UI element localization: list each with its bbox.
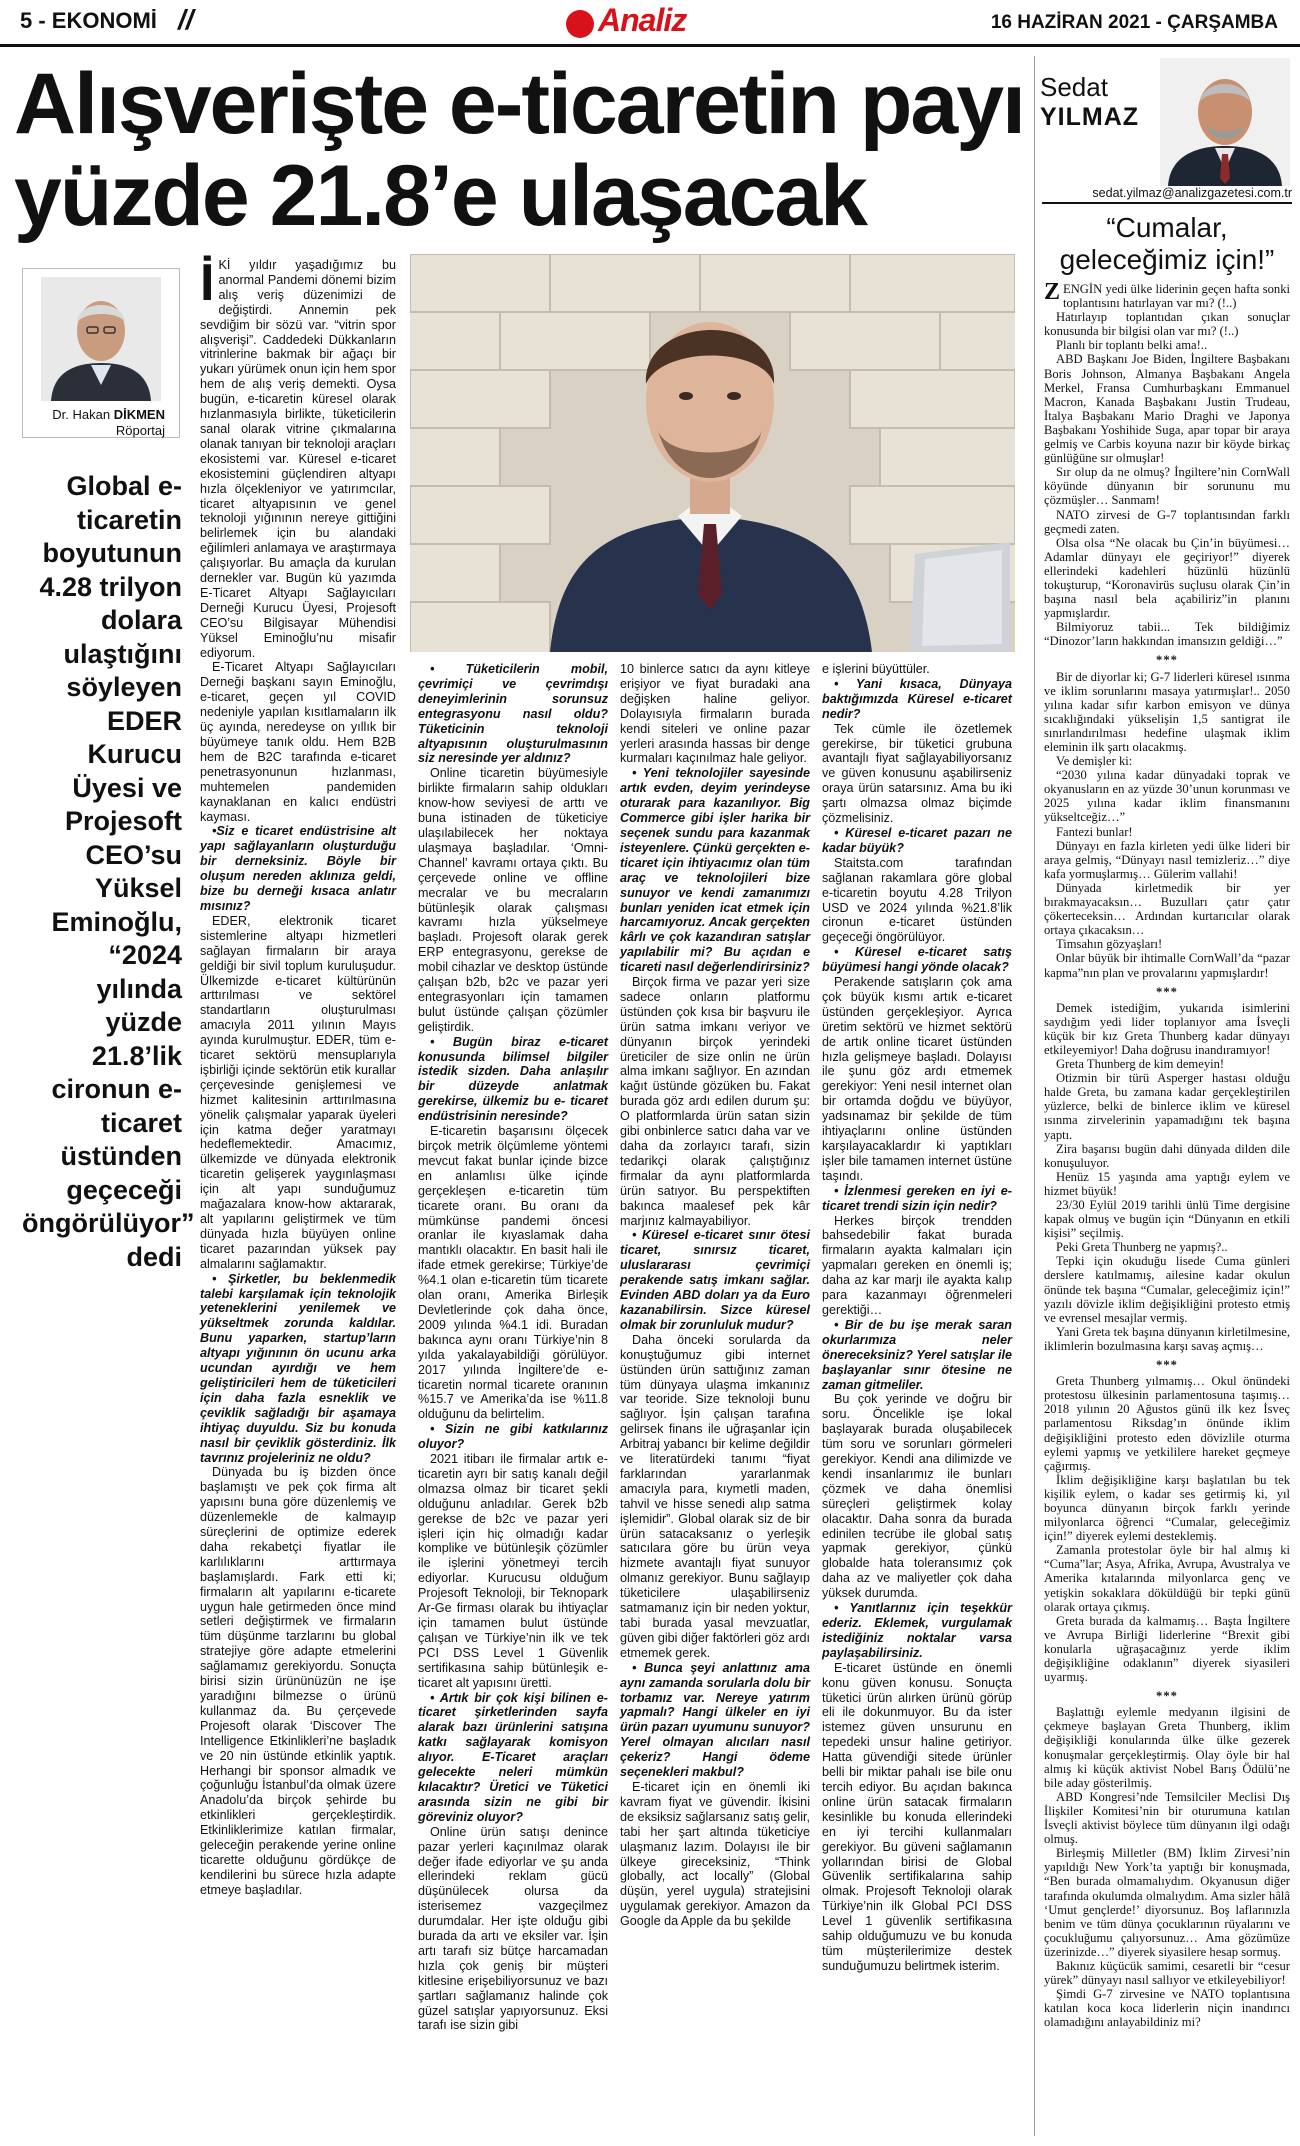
column-paragraph: Greta burada da kalmamış… Başta İngiltere ve Avrupa Birliği liderlerine “Brexit gibi konularla uğraşacağınız yerde iklim değişikliğine odaklanın” diyerek siyasileri uyarmış. bbox=[1044, 1613, 1290, 1685]
interview-question: • Küresel e-ticaret satış büyümesi hangi yönde olacak? bbox=[822, 945, 1012, 975]
article-paragraph: E-Ticaret Altyapı Sağlayıcıları Derneği başkanı sayın Eminoğlu, e-ticaret, geçen yıl COVID nedeniyle yapılan kısıtlamaların ilk üç ayında, neredeyse on yıllık bir büyümeye tanık oldu. Hem B2B hem de B2C tarafında e-ticaret penetrasyonunun hızlanması, muhtemelen pandemiden kaynaklanan en kalıcı endüstri kayması. bbox=[200, 660, 396, 824]
section-separator: *** bbox=[1156, 984, 1178, 999]
column-paragraph: Başlattığı eylemle medyanın ilgisini de çekmeye başlayan Greta Thunberg, iklim değişikliği konularında ülke ülke gezerek konuşmalar gerçekleştirmiş. Olay öyle bir hal almış ki küçük aktivist Nobel Barış Ödülü’ne bile aday gösterilmiş. bbox=[1044, 1705, 1290, 1790]
interviewer-role: Röportaj bbox=[115, 423, 165, 438]
column-paragraph: ABD Başkanı Joe Biden, İngiltere Başbakanı Boris Johnson, Almanya Başbakanı Angela Merkel, Fransa Cumhurbaşkanı Emmanuel Macron, Kanada Başbakanı Justin Trudeau, İtalya Başbakanı Mario Draghi ve Japonya Başbakanı Yoshihide Suga, apar topar bir araya gelmiş ve Carbis koyuna nazır bir köyde birkaç günlüğüne sır olmuşlar! bbox=[1044, 352, 1290, 466]
columnist-name bbox=[1040, 72, 1139, 132]
article-column-4 bbox=[822, 662, 1012, 1974]
article-paragraph: Tek cümle ile özetlemek gerekirse, bir tüketici grubuna avantajlı fiyat sağlayabiliyorsanız ve güven konusunu aşabilirseniz oraya ürün satarsınız. Ama bu iki şartı olmazsa olmaz biçimde çözmelisiniz. bbox=[822, 721, 1012, 826]
column-paragraph: Greta Thunberg de kim demeyin! bbox=[1056, 1057, 1225, 1072]
columnist-first-name: Sedat bbox=[1040, 72, 1108, 102]
interview-question: • Yanıtlarınız için teşekkür ederiz. Eklemek, vurgulamak istediğiniz noktalar varsa paylaşabilirsiniz. bbox=[822, 1601, 1012, 1660]
column-paragraph: Zira başarısı bugün dahi dünyada dilden dile konuşuluyor. bbox=[1044, 1141, 1290, 1170]
interviewer-name bbox=[23, 407, 179, 422]
column-lead-text: ENGİN yedi ülke liderinin geçen hafta sonki toplantısını hatırlayan var mı? (!..) bbox=[1063, 282, 1290, 311]
column-paragraph: Otizmin bir türü Asperger hastası olduğu halde Greta, bu zamana kadar gerçekleştirilen yüzlerce, belki de binlerce iklim ve küresel ısınma zirvelerinin yapamadığını tek başına yaptı. bbox=[1044, 1071, 1290, 1142]
spot-summary: Global e-ticaretin boyutunun 4.28 trilyon dolara ulaştığını söyleyen EDER Kurucu Üyesi ve Projesoft CEO’su Yüksel Eminoğlu, “2024 yılında yüzde 21.8’lik cironun e-ticaret üstünden geçeceği öngörülüyor” dedi bbox=[22, 471, 195, 1272]
article-paragraph: 10 binlerce satıcı da aynı kitleye erişiyor ve fiyat buradaki ana değişken haline geliyor. Dolayısıyla firmaların burada kendi siteleri ve online pazar yerleri arasında hassas bir denge kurmaları kaçınılmaz hale geliyor. bbox=[620, 662, 810, 766]
interview-question: • Küresel e-ticaret sınır ötesi ticaret, sınırsız ticaret, uluslararası çevrimiçi perakende satış imkanı sağlar. Evinden ABD doları ya da Euro kazanabilirsin. Sizce küresel olmak bir zorunluluk mudur? bbox=[620, 1228, 810, 1332]
column-paragraph: Planlı bir toplantı belki ama!.. bbox=[1056, 338, 1208, 353]
interviewer-last-name: DİKMEN bbox=[113, 407, 165, 422]
section-separator: *** bbox=[1156, 1689, 1178, 1704]
column-paragraph: Peki Greta Thunberg ne yapmış?.. bbox=[1056, 1240, 1228, 1255]
headline: Alışverişte e-ticaretin payı yüzde 21.8’e ulaşacak bbox=[14, 56, 1024, 244]
article-column-3 bbox=[620, 662, 810, 1929]
article-paragraph: Kİ yıldır yaşadığımız bu anormal Pandemi dönemi bizim alış veriş düzenimizi de değiştirdi. Annemin pek sevdiğim bir sözü var. “vitrin spor alışverişi”. Caddedeki Dükkanların vitrinlerine bakmak bir ağaçı bir yukarı yürümek onun için hem spor hem de alış veriş demekti. Oysa bugün, e-ticaretin küresel olarak hızlanmasıyla birlikte, tüketicilerin sanal olarak vitrine çıkmalarına olanak tanıyan bir teknoloji araçları ekosistemi var. Küresel e-ticaret ekosistemini güçlendiren altyapı hızla ölçekleniyor ve yatırımcılar, ticaret altyapısının ve genel teknoloji yığınının nereye gittiğini belirlemek için bu alandaki eğilimleri anlamaya ve araştırmaya çalışıyorlar. Bu amaçla da kurulan dernekler var. Bugün kü yazımda E-Ticaret Altyapı Sağlayıcıları Derneği Kurucu Üyesi, Projesoft CEO’su Bilgisayar Mühendisi Yüksel Eminoğlu’nu misafir ediyorum. bbox=[200, 258, 396, 660]
interview-question: •Siz e ticaret endüstrisine alt yapı sağlayanların oluşturduğu bir derneksiniz. Böyle bir oluşum nereden aklınıza geldi, bize bu derneği kısaca anlatır mısınız? bbox=[200, 824, 396, 913]
column-lead bbox=[1044, 279, 1290, 311]
column-paragraph: Demek istediğim, yukarıda isimlerini saydığım yedi lider toplanıyor ama İsveçli küçük bir kız Greta Thunberg kadar dünyayı etkileyemiyor! Daha doğrusu inandıramıyor! bbox=[1044, 1000, 1290, 1057]
interview-question: • Bugün biraz e-ticaret konusunda bilimsel bilgiler istedik sizden. Daha anlaşılır bir düzeyde anlatmak gerekirse, ülkemiz bu e- ticaret endüstrisinin neresinde? bbox=[418, 1034, 608, 1124]
interview-question: • Tüketicilerin mobil, çevrimiçi ve çevrimdışı deneyimlerinin sorunsuz entegrasyonu nasıl oldu? Tüketicinin teknoloji altyapısının oluşturulmasının siz neresinde yer aldınız? bbox=[418, 662, 608, 766]
column-paragraph: Hatırlayıp toplantıdan çıkan sonuçlar konusunda bir bilgisi olan var mı? (!..) bbox=[1044, 310, 1290, 339]
columnist-photo bbox=[1160, 58, 1290, 186]
column-paragraph: Ve demişler ki: bbox=[1056, 754, 1133, 769]
section-separator: *** bbox=[1156, 653, 1178, 668]
column-paragraph: Birleşmiş Milletler (BM) İklim Zirvesi’nin yapıldığı New York’ta yaptığı bir konuşmada, “Ben burada olmamalıydım. Okyanusun diğer tarafında okulumda olmalıydım. Ama sizler hâlâ ‘Umut gençlerde!’ diyorsunuz. Boş laflarınızla benim ve tüm dünya çocuklarının rüyalarını ve çocukluğumu çalıyorsunuz… Ama gözümüze üzerinizde…” diyerek siyasilere hesap sormuş. bbox=[1044, 1846, 1290, 1959]
article-paragraph: Online ticaretin büyümesiyle birlikte firmaların sahip oldukları know-how seviyesi de arttı ve buna istinaden de tüketiciye ulaşılabilecek her noktaya ulaşmaya başladılar. ‘Omni-Channel’ kavramı ortaya çıktı. Bu çerçevede online ve offline mecralar ve bu mecraların bütünleşik olarak çalışması kavramı hızla yükselmeye başladı. Projesoft olarak gerek ERP entegrasyonu, gerekse de mobil cihazlar ve desktop üstünde çalışan b2b, b2c ve pazar yeri entegrasyonları için tamamen bulut üstünde çalışan çözümler geliştirdik. bbox=[418, 766, 608, 1034]
article-column-2 bbox=[418, 662, 608, 2033]
columnist-email: sedat.yilmaz@analizgazetesi.com.tr bbox=[1042, 186, 1292, 204]
column-paragraph: Tepki için okuduğu lisede Cuma günleri derslere katılmamış, ailesine kadar okulun önünde tek başına “Cumalar, geleceğimiz için!” yazılı dövizle iklim değişikliğini protesto etmiş ve evrensel mesajlar vermiş. bbox=[1044, 1254, 1290, 1325]
column-body bbox=[1044, 279, 1290, 2030]
column-title: “Cumalar, geleceğimiz için!” bbox=[1059, 212, 1275, 275]
article-paragraph: E-ticaretin başarısını ölçecek birçok metrik ölçümleme yöntemi mevcut fakat bunlar içinde bizce en anlamlısı ülke içinde gerçekleşen e-ticaretin tüm ticarete oranı. Bu oranı da mümkünse pandemi öncesi oranlar ile kıyaslamak daha mantıklı olacaktır. En basit hali ile ifade etmek gerekirse; Türkiye’de %4.1 olan e-ticaretin tüm ticarete olan oranı, Amerika Birleşik Devletlerinde çok daha önce, 2009 yılında %4.1 idi. Buradan bakınca aynı oranı Türkiye’nin 8 yılda yakalayabildiği görülüyor. 2017 yılında İngiltere’de e-ticaretin normal ticarete oranının %15.7 ve Amerika’da ise %11.8 olduğunu da belirtelim. bbox=[418, 1124, 608, 1422]
column-paragraph: Greta Thunberg yılmamış… Okul önündeki protestosu ülkesinin parlamentosuna taşımış… 2018 yılının 20 Ağustos günü ilk kez İsveç parlamentosu Riksdag’ın önünde iklim değişikliğini protesto eden dövizlile oturma eylemi yapmış ve yetkililere hareket geçmeye çağırmış. bbox=[1044, 1374, 1290, 1473]
column-paragraph: “2030 yılına kadar dünyadaki toprak ve okyanusların en az yüzde 30’unun korunması ve 2025 yılına kadar iklim finansmanını yükseltceğiz…” bbox=[1044, 768, 1290, 825]
section-slash-icon: // bbox=[178, 4, 194, 35]
columnist-last-name: YILMAZ bbox=[1040, 103, 1140, 131]
column-drop-cap: Z bbox=[1044, 279, 1061, 305]
column-paragraph: 23/30 Eylül 2019 tarihli ünlü Time dergisine kapak olmuş ve bugün için “Dünyanın en etkili kişisi” seçilmiş. bbox=[1044, 1198, 1290, 1241]
column-paragraph: Henüz 15 yaşında ama yaptığı eylem ve hizmet büyük! bbox=[1044, 1169, 1290, 1198]
interviewer-first-name: Dr. Hakan bbox=[52, 407, 111, 422]
article-paragraph: Staitsta.com tarafından sağlanan rakamlara göre global e-ticaretin boyutu 4.28 Trilyon USD ve 2024 yılında %21.8’lik cironun e-ticaret üstünden geçeceği öngörülüyor. bbox=[822, 855, 1012, 945]
column-paragraph: Bakınız küçücük samimi, cesaretli bir “cesur yürek” dünyayı nasıl sallıyor ve etkileyebiliyor! bbox=[1044, 1958, 1290, 1988]
column-paragraph: Bir de diyorlar ki; G-7 liderleri küresel ısınma ve iklim sorunlarını masaya yatırmışlar!.. 2050 yılına kadar sıfır karbon emisyon ve dünya sıcaklığındaki yükselişin 1,5 santigrat ile sınırlandırılması hedefine ulaşmak iklim eleminin ilk şartı olacakmış. bbox=[1044, 669, 1290, 754]
interview-question: • Sizin ne gibi katkılarınız oluyor? bbox=[418, 1422, 608, 1452]
column-paragraph: Bilmiyoruz tabii... Tek bildiğimiz “Dinozor’ların hakkından imansızın geldiği…” bbox=[1044, 620, 1290, 649]
column-paragraph: Olsa olsa “Ne olacak bu Çin’in büyümesi… Adamlar dünyayı ele geçiriyor!” diyerek ellerindeki kadehleri hüzünlü hüzünlü tokuşturup, “Koronavirüs suçlusu olarak Çin’in başına nasıl bela açabiliriz”in planını yapmışlardır. bbox=[1044, 535, 1290, 621]
interview-question: • İzlenmesi gereken en iyi e-ticaret trendi sizin için nedir? bbox=[822, 1183, 1012, 1213]
column-paragraph: Dünyayı en fazla kirleten yedi ülke lideri bir araya gelmiş, “Dünyayı nasıl temizleriz…” diye kafa yormuşlarmış… Gülerim vallahi! bbox=[1044, 838, 1290, 881]
article-paragraph: Bu çok yerinde ve doğru bir soru. Öncelikle işe lokal başlayarak burada oluşabilecek tüm soru ve sorunları görmeleri gerekiyor. Kendi ana dilimizde ve kendi insanlarımız ile bunları çözmek ve daha önemlisi süreçleri geliştirmek kolay olacaktır. Daha sonra da burada edinilen tecrübe ile global satış yapmak gerekiyor, çünkü globalde hata toleransımız çok daha az ve maliyetler çok daha yüksek durumda. bbox=[822, 1392, 1012, 1601]
interview-question: • Yani kısaca, Dünyaya baktığımızda Küresel e-ticaret nedir? bbox=[822, 676, 1012, 721]
interview-question: • Bunca şeyi anlattınız ama aynı zamanda sorularla dolu bir torbamız var. Nereye yatırım yapmalı? Hangi ülkeler en iyi ürün pazarı uyumunu sunuyor? Yerel olmayan alıcıları nasıl çekeriz? Hangi ödeme seçenekleri makbul? bbox=[620, 1660, 810, 1780]
interviewer-photo bbox=[41, 277, 161, 401]
interview-question: • Şirketler, bu beklenmedik talebi karşılamak için teknolojik yeteneklerini yenilemek ve yükseltmek zorunda kaldılar. Bunu yaparken, startup’ların altyapı yığınının ön ucunu arka ucundan ayırdığı ve hem geliştiricileri hem de tüketicileri için daha fazla esneklik ve çeviklik sağladığı bir aşamaya ihtiyaç duyuldu. Siz bu konuda nasıl bir çeviklik gösterdiniz. İlk tavrınız projeleriniz ne oldu? bbox=[200, 1271, 396, 1465]
column-paragraph: Şimdi G-7 zirvesine ve NATO toplantısına katılan koca koca liderlerin niçin inandırıcı olamadığını anlayabildiniz mi? bbox=[1044, 1987, 1290, 2030]
column-paragraph: Dünyada kirletmedik bir yer bırakmayacaksın… Buzulları çatır çatır çökerteceksin… Ardından kurtarıcılar olarak ortaya çıkacaksın… bbox=[1044, 880, 1290, 938]
section-label: 5 - EKONOMİ bbox=[20, 8, 157, 33]
column-paragraph: Sır olup da ne olmuş? İngiltere’nin CornWall köyünde dünyanın bir sorununu mu çözmüşler… Sanmam! bbox=[1044, 465, 1290, 508]
newspaper-logo bbox=[566, 4, 741, 40]
article-paragraph: 2021 itibarı ile firmalar artık e-ticaretin ayrı bir satış kanalı değil olmazsa olmaz bir ticaret şekli olduğunu anladılar. Gerek b2b gereksе de b2c ve pazar yeri işleri için hiç olmadığı kadar komplike ve bütünleşik çözümler ile işlerini yönetmeyi tercih ediyorlar. Kurucusu olduğum Projesoft Teknoloji, bir Teknopark Ar-Ge firması olarak bu ihtiyaçlar için tamamen bulut üstünde çalışan ve Türkiye’nin ilk ve tek PCI DSS Level 1 Güvenlik sertifikasına sahip bütünleşik e-ticaret alt yapısını üretti. bbox=[418, 1452, 608, 1690]
interview-question: • Artık bir çok kişi bilinen e-ticaret şirketlerinden sayfa alarak bazı ürünlerini satışına katkı sağlayarak komisyon alıyor. E-Ticaret araçları gelecekte neleri mümkün kılacaktır? Üretici ve Tüketici arasında sizin ne gibi bir göreviniz oluyor? bbox=[418, 1690, 608, 1824]
article-paragraph: Birçok firma ve pazar yeri size sadece onların platformu üstünden çok kısa bir başvuru ile ürün satma imkanı veriyor ve dünyanın birçok yerindeki üreticiler de size onlin ne ürün alma imkanı sağlıyor. En azından kağıt üstünde gözüken bu. Fakat burada göz ardı edilen durum şu: O platformlarda ürün satan sizin gibi onbinlerce satıcı daha var ve daha da zorlayıcı tarafı, sizin tedarikçi olarak çalıştığınız firmalar da aynı platformlarda ürün satıyor. Bu perspektiften bakınca maalesef pek kâr marjınız kalmayabiliyor. bbox=[620, 975, 810, 1228]
page-header bbox=[0, 0, 1300, 47]
interviewee-photo bbox=[410, 254, 1015, 652]
logo-text: Analiz bbox=[598, 2, 687, 38]
article-paragraph: Dünyada bu iş bizden önce başlamıştı ve pek çok firma alt yapısını buna göre düzenlemiş ve düzenlemekle de kalmayıp süreçlerini de optimize ederek daha rekabetçi fiyatlar ile karlılıklarını arttırmaya başlamışlardı. Fark etti ki; firmaların alt yapılarını e-ticarete uygun hale getirmeden önce mind setleri değiştirmek ve firmaların tüm düşünme tarzlarını bu global stratejiye göre adapte etmelerini sağlamamız gerekiyordu. Sonuçta birisi sizin ürününüzün ne işe yaradığını bilmezse o ürünü kullanmaz da. Bu çerçevede Projesoft olarak ‘Discover The Intelligence Etkinlikleri’ne başladık ve 20 nin üstünde etkinlik yaptık. Herhangi bir sponsor almadık ve çoğunluğu İstanbul’da olmak üzere Anadolu’da birçok şehirde bu etkinlikleri gerçekleştirdik. Etkinliklerimize katılan firmalar, geleceğin perakende yerine online ticarette olduğunu gördükçe de kendilerini bu sürece hızla adapte etmeye başladılar. bbox=[200, 1465, 396, 1897]
article-paragraph: EDER, elektronik ticaret sistemlerine altyapı hizmetleri sağlayan firmaların bir araya geldiği bir sivil toplum kuruluşudur. Ülkemizde e-ticaret kültürünün arttırılması ve sektörel standartların oluşturulması amacıyla 2011 yılının Mayıs ayında kurulmuştur. EDER, tüm e-ticaret sektörü mensuplarıyla işbirliği içinde sektörün etik kurallar çerçevesinde genişlemesi ve hizmet kalitesinin arttırılmasına yönelik çalışmalar yaparak üyeleri için katma değer yaratmayı hedeflemektedir. Amacımız, ülkemizde ve dünyada elektronik ticaretin gelişerek yaygınlaşması için alt yapı sunduğumuz mağazalara know-how aktararak, alt yapılarını geliştirmek ve tüm dünyada hızla büyüyen online ticaret pazarından yüksek pay almalarını sağlamaktır. bbox=[200, 913, 396, 1271]
logo-mark-icon bbox=[566, 10, 594, 38]
article-column-1 bbox=[200, 254, 396, 1898]
article-paragraph: E-ticaret üstünde en önemli konu güven konusu. Sonuçta tüketici ürün alırken ürünü görüp eli ile dokunmuyor. Bu da ister istemez güven unsurunu en tepedeki unsur haline getiriyor. Hatta güvendiği sitede ürünler belli bir miktar pahalı ise bile onu tercih ediyor. Bu açıdan bakınca online ürün satacak firmaların kesinlikle bu konuda ellerindeki en iyi tercihi kullanmaları gerekiyor. Bu güveni sağlamanın yollarından birisi de Global Güvenlik sertifikalarına sahip olmak. Projesoft Teknoloji olarak Türkiye’nin ilk Global PCI DSS Level 1 güvenlik sertifikasına sahip olduğumuzu ve bu konuda tüm müşterilerimize destek sunduğumuzu belirtmek isterim. bbox=[822, 1660, 1012, 1973]
column-paragraph: Zamanla protestolar öyle bir hal almış ki “Cuma”lar; Asya, Afrika, Avrupa, Avustralya ve Amerika kıtalarında milyonlarca genç ve yetişkin sokaklara döküldüğü bir tepki günü olarak ortaya çıkmış. bbox=[1044, 1543, 1290, 1614]
article-paragraph: Herkes birçok trendden bahsedebilir fakat burada firmaların ayakta kalmaları için yapmaları gereken en önemli iş; daha az kar marjı ile ayakta kalıp para kazanmayı öğrenmeleri gerektiği… bbox=[822, 1213, 1012, 1317]
interview-question: • Bir de bu işe merak saran okurlarımıza neler önereceksiniz? Yerel satışlar ile başlayanlar sınır ötesine ne zaman gitmeliler. bbox=[822, 1317, 1012, 1392]
column-paragraph: Fantezi bunlar! bbox=[1056, 824, 1133, 839]
interviewer-box bbox=[22, 268, 180, 438]
issue-date: 16 HAZİRAN 2021 - ÇARŞAMBA bbox=[990, 12, 1278, 33]
column-paragraph: Onlar büyük bir ihtimalle CornWall’da “pazar kapma”nın plan ve provalarını yapmışlardır! bbox=[1044, 951, 1290, 980]
column-paragraph: İklim değişikliğine karşı başlatılan bu tek kişilik eylem, o kadar ses getirmiş ki, yıl boyunca dünyanın birçok farklı yerinde milyonlarca öğrenci “Cumalar, geleceğimiz için!” diyerek eylemi desteklemiş. bbox=[1044, 1472, 1290, 1544]
column-paragraph: Timsahın gözyaşları! bbox=[1056, 937, 1163, 952]
column-paragraph: ABD Kongresi’nde Temsilciler Meclisi Dış İlişkiler Komitesi’nin bir oturumuna katılan İsveçli aktivist böylece tüm dünyanın ilgi odağı olmuş. bbox=[1044, 1789, 1290, 1847]
article-paragraph: Perakende satışların çok ama çok büyük kısmı artık e-ticaret üstünden gerçekleşiyor. Ayrıca üretim sektörü ve hizmet sektörü de artık online ticaret üstünden hızla gelişmeye başladı. Dolayısı ile şunu göz ardı etmemek gerekiyor: Yeni nesil internet olan bir ortamda doğdu ve büyüyor, yadsınamaz bir şekilde de tüm ihtiyaçlarını online üstünden karşılayacaklardır ki yaptıkları işler bile tamamen internet üstüne taşındı. bbox=[822, 975, 1012, 1183]
article-paragraph: Online ürün satışı denince pazar yerleri kaçınılmaz olarak değer ifade ediyorlar ve şu anda ellerindeki reklam gücü düşünülecek olursa da isterisemez vazgeçilmez durumdalar. Her işte olduğu gibi burada da artı ve eksiler var. İşin artı tarafı siz bütçe harcamadan hızla çok geniş bir müşteri kitlesine erişebiliyorsunuz ve bazı şartları sağlamanız halinde çok güzel satışlar yapıyorsunuz. Eksi tarafı ise sizin gibi bbox=[418, 1824, 608, 2033]
column-paragraph: Yani Greta tek başına dünyanın kirletilmesine, iklimlerin bozulmasına karşı savaş açmış… bbox=[1044, 1324, 1290, 1353]
interview-question: • Küresel e-ticaret pazarı ne kadar büyük? bbox=[822, 825, 1012, 855]
drop-cap: İ bbox=[200, 254, 215, 312]
article-paragraph: e işlerini büyüttüler. bbox=[822, 662, 930, 676]
section-separator: *** bbox=[1156, 1358, 1178, 1373]
article-paragraph: Daha önceki sorularda da konuştuğumuz gibi internet üstünden ürün sattığınız zaman tüm dünyaya ulaşma imkanınız var teoride. Size teknoloji bunu sağlıyor. İşin çalışan tarafına gelirsek finans ile uğraşanlar için Arbitraj yabancı bir kelime değildir ve literatürdeki tanımı “fiyat farklarından yararlanmak amacıyla para, kıymetli maden, tahvil ve hisse senedi alıp satma işlemidir”. Global olarak siz de bir ürün satacaksanız o yerleşik satıcılara göre bu ürün veya hizmete avantajlı fiyat sunuyor olmanız gerekiyor. Bunu sağlayıp tüketicilere ulaşabilirseniz satmamanız için bir neden yoktur, tabi burada yasal mevzuatlar, güven gibi diğer faktörleri göz ardı etmemek gerek. bbox=[620, 1332, 810, 1660]
article-paragraph: E-ticaret için en önemli iki kavram fiyat ve güvendir. İkisini de eksiksiz sağlarsanız satış gelir, tabi her şart altında tüketiciye ulaşmanız lazım. Dolayısı ile bir ülkeye gireceksiniz, “Think globally, act locally” (Global düşün, yerel uygula) stratejisini uygulamak gerekiyor. Amazon da Google da Apple da bu şekilde bbox=[620, 1779, 810, 1929]
column-paragraph: NATO zirvesi de G-7 toplantısından farklı geçmedi zaten. bbox=[1044, 507, 1290, 536]
interview-question: • Yeni teknolojiler sayesinde artık evden, deyim yerindeyse oturarak para kazanılıyor. Big Commerce gibi işler harika bir seçenek sundu para kazanmak isteyenlere. Çünkü gerçekten e-ticaret için ihtiyacımız olan tüm araç ve teknolojileri bize sunuyor ve kendi zamanımızı bunları yeniden icat etmek için harcamıyoruz. Ancak gerçekten kârlı ve çok kazandıran satışlar yapılabilir mi? Bu açıdan e ticareti nasıl değerlendirirsiniz? bbox=[620, 766, 810, 975]
column-divider bbox=[1034, 56, 1035, 2136]
